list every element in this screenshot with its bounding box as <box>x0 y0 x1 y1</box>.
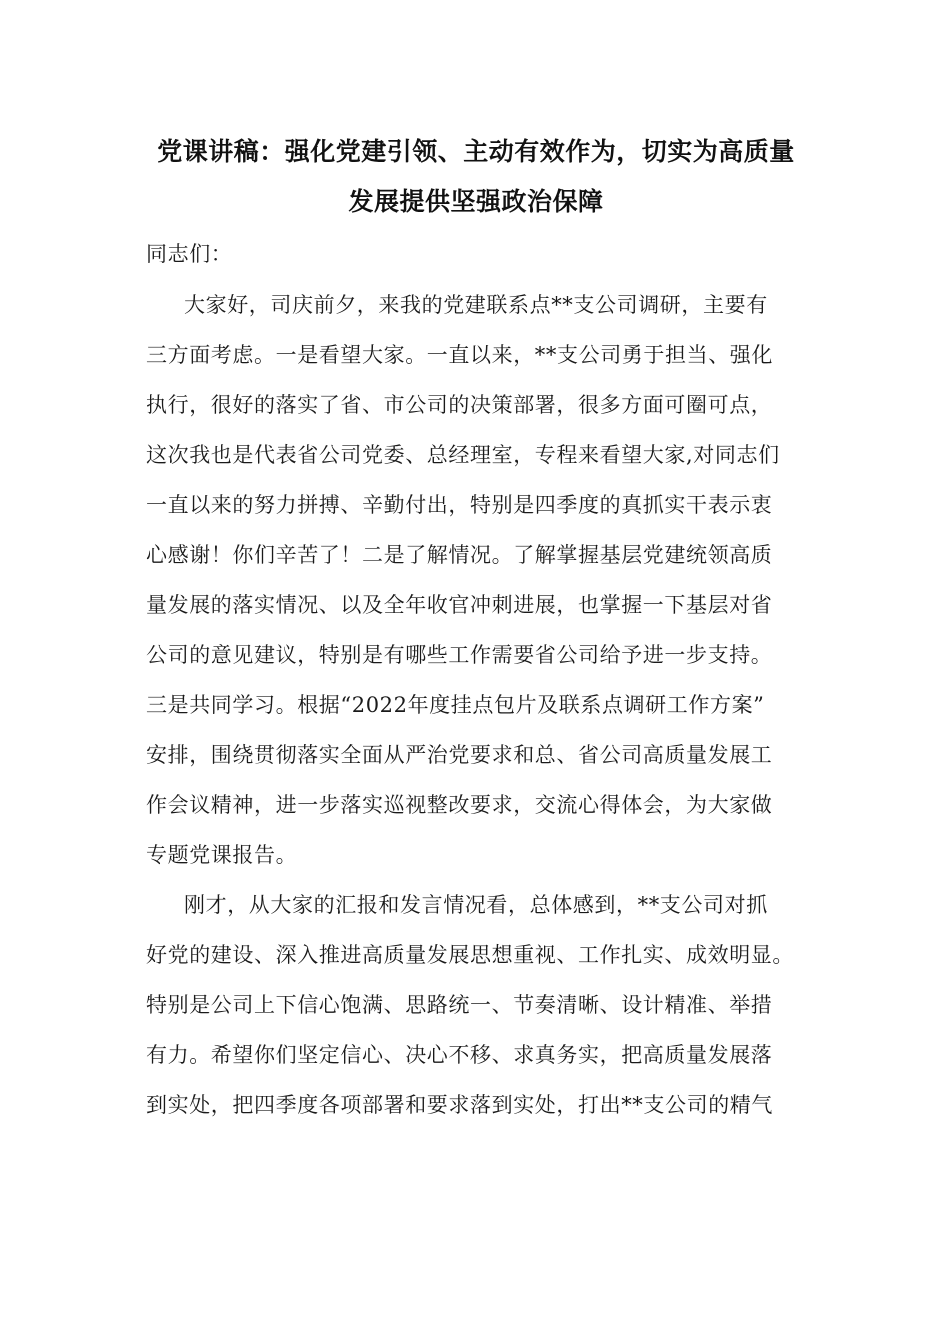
paragraph-2-line: 刚才，从大家的汇报和发言情况看，总体感到，**支公司对抓 <box>184 893 768 917</box>
paragraph-1-line: 三是共同学习。根据“2022年度挂点包片及联系点调研工作方案” <box>146 693 765 717</box>
document-title-line-1: 党课讲稿：强化党建引领、主动有效作为，切实为高质量 <box>157 137 795 166</box>
paragraph-1-line: 执行，很好的落实了省、市公司的决策部署，很多方面可圈可点， <box>146 393 773 417</box>
paragraph-1-line: 一直以来的努力拼搏、辛勤付出，特别是四季度的真抓实干表示衷 <box>146 493 773 517</box>
paragraph-1-line: 心感谢！你们辛苦了！二是了解情况。了解掌握基层党建统领高质 <box>146 543 773 567</box>
paragraph-2-line: 好党的建设、深入推进高质量发展思想重视、工作扎实、成效明显。 <box>146 943 794 967</box>
paragraph-1-line: 这次我也是代表省公司党委、总经理室，专程来看望大家,对同志们 <box>146 443 780 467</box>
paragraph-1-line: 作会议精神，进一步落实巡视整改要求，交流心得体会，为大家做 <box>146 793 773 817</box>
paragraph-2-line: 到实处，把四季度各项部署和要求落到实处，打出**支公司的精气 <box>146 1093 773 1117</box>
paragraph-2-line: 特别是公司上下信心饱满、思路统一、节奏清晰、设计精准、举措 <box>146 993 773 1017</box>
paragraph-1-line: 公司的意见建议，特别是有哪些工作需要省公司给予进一步支持。 <box>146 643 773 667</box>
salutation: 同志们： <box>146 242 233 266</box>
paragraph-1-line: 三方面考虑。一是看望大家。一直以来，**支公司勇于担当、强化 <box>146 343 773 367</box>
paragraph-1-line: 安排，围绕贯彻落实全面从严治党要求和总、省公司高质量发展工 <box>146 743 773 767</box>
paragraph-1-line: 专题党课报告。 <box>146 843 298 867</box>
paragraph-1-line: 量发展的落实情况、以及全年收官冲刺进展，也掌握一下基层对省 <box>146 593 773 617</box>
paragraph-1-line: 大家好，司庆前夕，来我的党建联系点**支公司调研，主要有 <box>184 293 768 317</box>
document-title-line-2: 发展提供坚强政治保障 <box>348 187 604 216</box>
paragraph-2-line: 有力。希望你们坚定信心、决心不移、求真务实，把高质量发展落 <box>146 1043 773 1067</box>
